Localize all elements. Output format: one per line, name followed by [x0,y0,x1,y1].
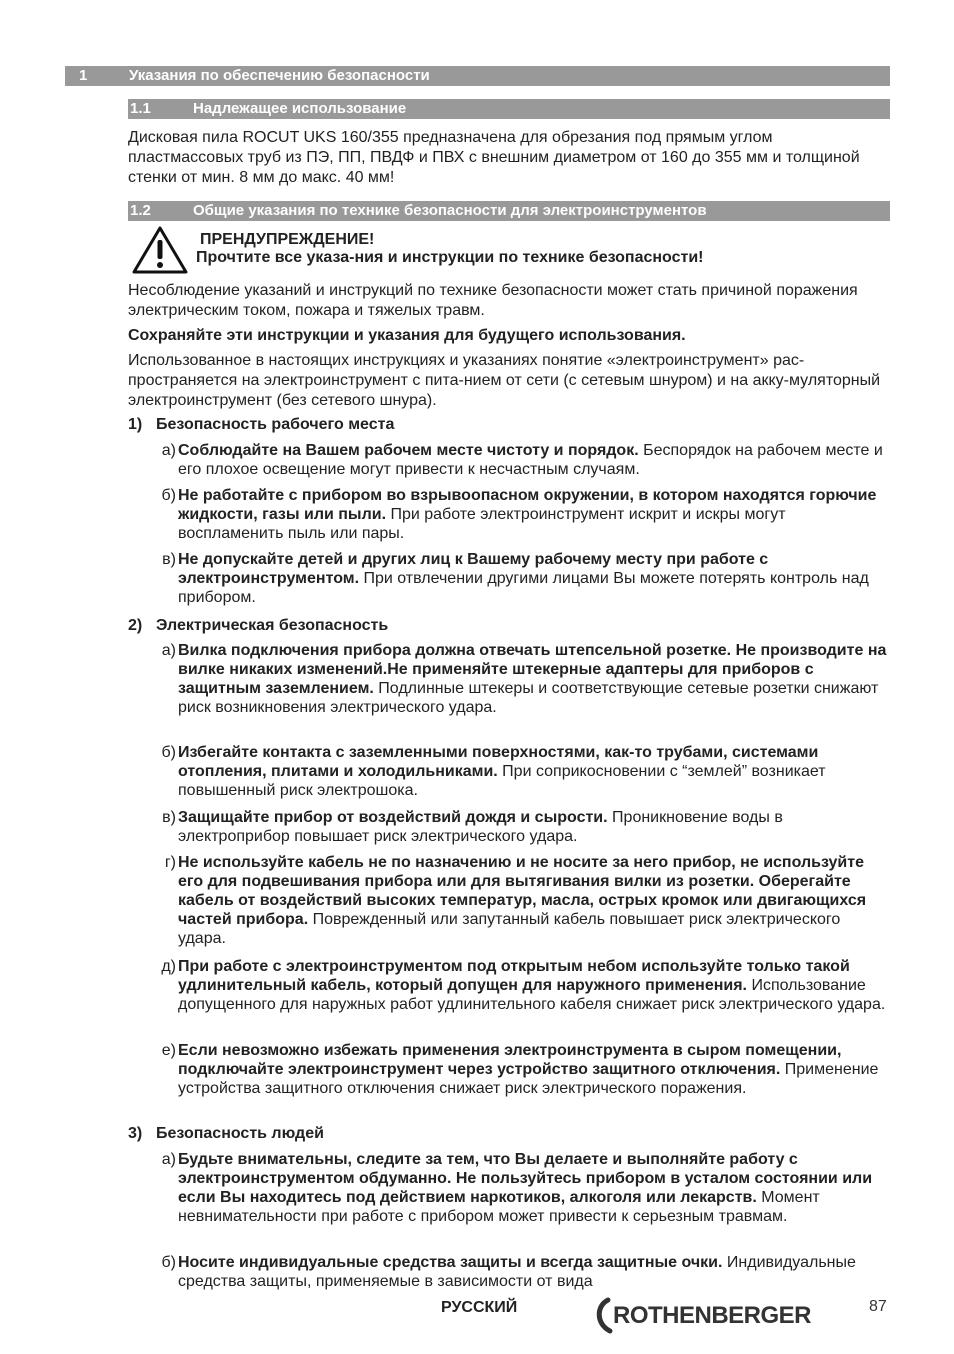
section-1-1-header [128,99,890,119]
page-number: 87 [869,1298,887,1315]
item-bold: Не работайте с прибором во взрывоопасном окружении, в котором находятся горючие жидкости, газы или пыли. [178,487,877,523]
item-bold: Не допускайте детей и других лиц к Вашему рабочему месту при работе с электроинструментом. [178,551,769,587]
item-text: Индивидуальные средства защиты, применяемые в зависимости от вида [178,1254,856,1290]
item-text: Использование допущенного для наружных работ удлинительного кабеля снижает риск электрического удара. [178,977,886,1013]
brand-text: ROTHENBERGER [613,1302,812,1329]
list-item [150,486,892,543]
item-text: Подлинные штекеры и соответствующие сетевые розетки снижают риск возникновения электрического удара. [178,680,879,716]
warning-text: Прочтите все указа-ния и инструкции по технике безопасности! [196,249,704,266]
item-text: При отвлечении другими лицами Вы можете потерять контроль над прибором. [178,570,869,606]
section-1-2-header [128,201,890,221]
item-letter: а) [161,642,176,659]
item-bold: Если невозможно избежать применения электроинструмента в сыром помещении, подключайте электроинструмент через устройство защитного отключения. [178,1042,842,1078]
section-number: 1.1 [130,100,151,117]
subsection-title: Электрическая безопасность [156,617,389,634]
noncompliance-paragraph: Несоблюдение указаний и инструкций по технике безопасности может стать причиной поражения электрическим током, пожара и тяжелых травм. [128,282,858,319]
list-item [150,1041,892,1098]
item-text: Поврежденный или запутанный кабель повышает риск электрического удара. [178,911,841,947]
item-letter: б) [161,1254,176,1271]
section-title: Общие указания по технике безопасности для электроинструментов [193,202,707,219]
section-1-header [65,66,890,86]
keep-instructions-paragraph: Сохраняйте эти инструкции и указания для будущего использования. [128,327,686,344]
item-letter: а) [161,442,176,459]
term-paragraph: Использованное в настоящих инструкциях и указаниях понятие «электроинструмент» рас-пространяется на электроинструмент с пита-нием от сети (с сетевым шнуром) и на акку-муляторный электроинструмент (без сетевого шнура). [128,352,881,409]
list-item [150,1150,892,1226]
subsection-workplace-safety [128,415,394,435]
section-title: Надлежащее использование [193,100,407,117]
section-title: Указания по обеспечению безопасности [129,67,430,84]
intended-use-paragraph: Дисковая пила ROCUT UKS 160/355 предназначена для обрезания под прямым углом пластмассовых труб из ПЭ, ПП, ПВДФ и ПВХ с внешним диаметром от 160 до 355 мм и толщиной стенки от мин. 8 мм до макс. 40 мм! [128,129,860,186]
list-item [150,853,892,948]
rothenberger-logo [594,1296,838,1341]
list-item [150,1253,892,1291]
subsection-number: 1) [128,416,143,433]
item-text: Беспорядок на рабочем месте и его плохое освещение могут привести к несчастным случаям. [178,442,883,478]
subsection-number: 2) [128,617,143,634]
item-bold: Будьте внимательны, следите за тем, что Вы делаете и выполняйте работу с электроинструментом обдуманно. Не пользуйтесь прибором в усталом состоянии или если Вы находитесь под действием наркотиков, алкоголя или лекарств. [178,1151,873,1206]
item-letter: б) [161,487,176,504]
item-bold: Носите индивидуальные средства защиты и всегда защитные очки. [178,1254,723,1271]
subsection-title: Безопасность людей [156,1125,324,1142]
item-bold: Не используйте кабель не по назначению и не носите за него прибор, не используйте его для подвешивания прибора или для вытягивания вилки из розетки. Оберегайте кабель от воздействий высоких температур, масла, острых кромок или двигающихся частей прибора. [178,854,867,928]
item-bold: Избегайте контакта с заземленными поверхностями, как-то трубами, системами отопления, плитами и холодильниками. [178,744,819,780]
item-letter: г) [164,854,176,871]
subsection-title: Безопасность рабочего места [156,416,395,433]
item-bold: Соблюдайте на Вашем рабочем месте чистоту и порядок. [178,442,639,459]
subsection-number: 3) [128,1125,143,1142]
item-letter: д) [161,958,176,975]
item-text: При соприкосновении с “землей” возникает повышенный риск электрошока. [178,763,826,799]
list-item [150,743,892,800]
list-item [150,641,892,717]
section-number: 1.2 [130,202,151,219]
list-item [150,957,892,1014]
item-bold: При работе с электроинструментом под открытым небом используйте только такой удлинительный кабель, который допущен для наружного применения. [178,958,850,994]
footer-language: РУССКИЙ [441,1299,518,1316]
item-text: Момент невнимательности при работе с прибором может привести к серьезным травмам. [178,1189,820,1225]
item-letter: в) [162,551,176,568]
item-text: При работе электроинструмент искрит и искры могут воспламенить пыль или пары. [178,506,786,542]
item-bold: Защищайте прибор от воздействий дождя и сырости. [178,809,608,826]
list-item [150,808,892,846]
item-text: Проникновение воды в электроприбор повышает риск электрического удара. [178,809,783,845]
item-letter: в) [162,809,176,826]
item-letter: б) [161,744,176,761]
section-number: 1 [79,67,88,84]
list-item [150,441,892,479]
item-text: Применение устройства защитного отключения снижает риск электрического поражения. [178,1061,879,1097]
item-bold: Вилка подключения прибора должна отвечать штепсельной розетке. Не производите на вилке никаких изменений.Не применяйте штекерные адаптеры для приборов с защитным заземлением. [178,642,887,697]
warning-heading: ПРЕНДУПРЕЖДЕНИЕ! [200,231,375,248]
list-item [150,550,892,607]
warning-triangle-icon [131,225,189,280]
item-letter: а) [161,1151,176,1168]
subsection-electrical-safety [128,616,388,636]
item-letter: е) [161,1042,176,1059]
subsection-personal-safety [128,1124,324,1144]
